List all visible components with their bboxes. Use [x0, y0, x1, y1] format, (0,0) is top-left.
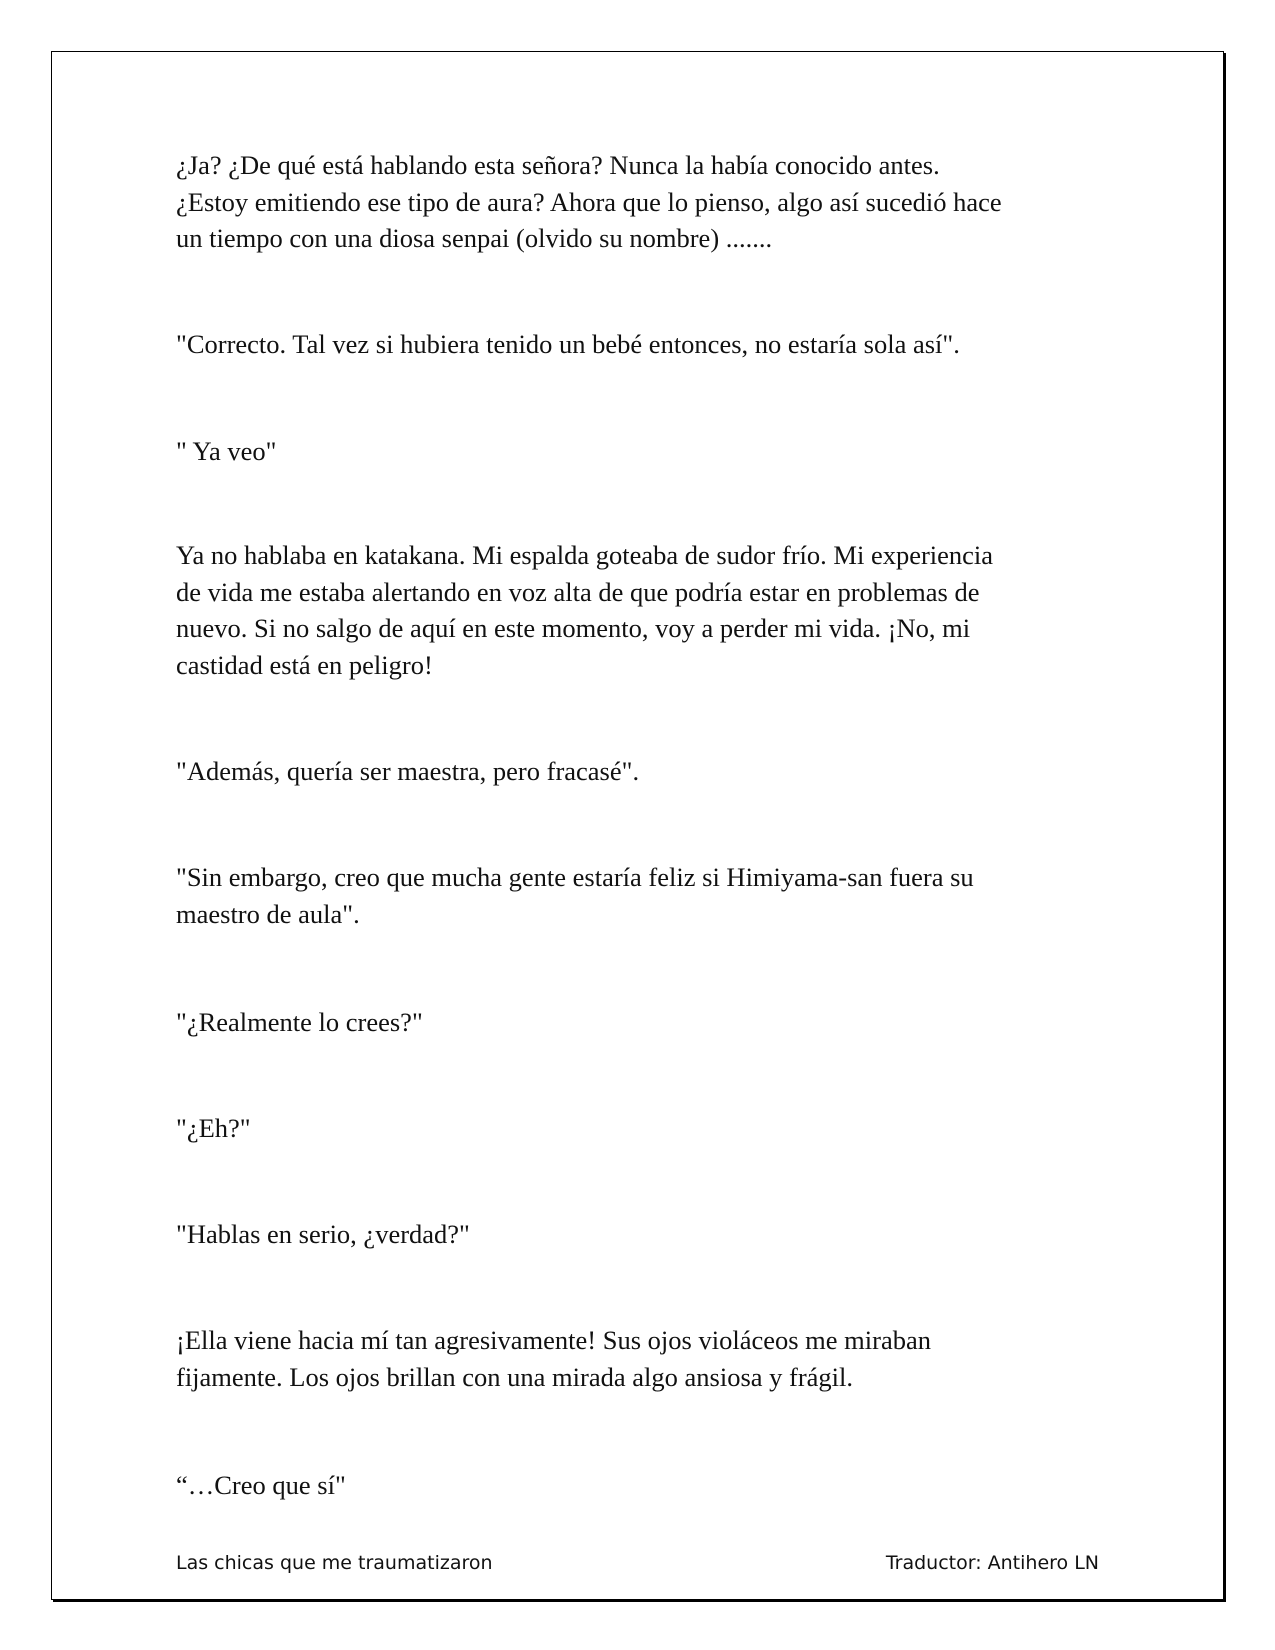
paragraph: ¡Ella viene hacia mí tan agresivamente! Sus ojos violáceos me miraban fijamente. Los ojos brillan con una mirada algo ansiosa y frágil.	[176, 1325, 931, 1392]
paragraph: "Correcto. Tal vez si hubiera tenido un bebé entonces, no estaría sola así".	[176, 329, 960, 359]
paragraph: " Ya veo"	[176, 436, 277, 466]
paragraph: "Además, quería ser maestra, pero fracasé".	[176, 756, 640, 786]
footer-book-title: Las chicas que me traumatizaron	[176, 1552, 493, 1574]
paragraph: “…Creo que sí"	[176, 1470, 346, 1500]
paragraph: "¿Realmente lo crees?"	[176, 1007, 423, 1037]
paragraph: "¿Eh?"	[176, 1113, 251, 1143]
paragraph: "Sin embargo, creo que mucha gente estaría feliz si Himiyama-san fuera su maestro de aula".	[176, 862, 974, 929]
paragraph: Ya no hablaba en katakana. Mi espalda goteaba de sudor frío. Mi experiencia de vida me estaba alertando en voz alta de que podría estar en problemas de nuevo. Si no salgo de aquí en este momento, voy a perder mi vida. ¡No, mi castidad está en peligro!	[176, 540, 994, 680]
footer-translator: Traductor: Antihero LN	[885, 1552, 1099, 1574]
paragraph: ¿Ja? ¿De qué está hablando esta señora? Nunca la había conocido antes. ¿Estoy emitiendo ese tipo de aura? Ahora que lo pienso, algo así sucedió hace un tiempo con una diosa senpai (olvido su nombre) .......	[176, 150, 1002, 253]
paragraph: "Hablas en serio, ¿verdad?"	[176, 1219, 470, 1249]
